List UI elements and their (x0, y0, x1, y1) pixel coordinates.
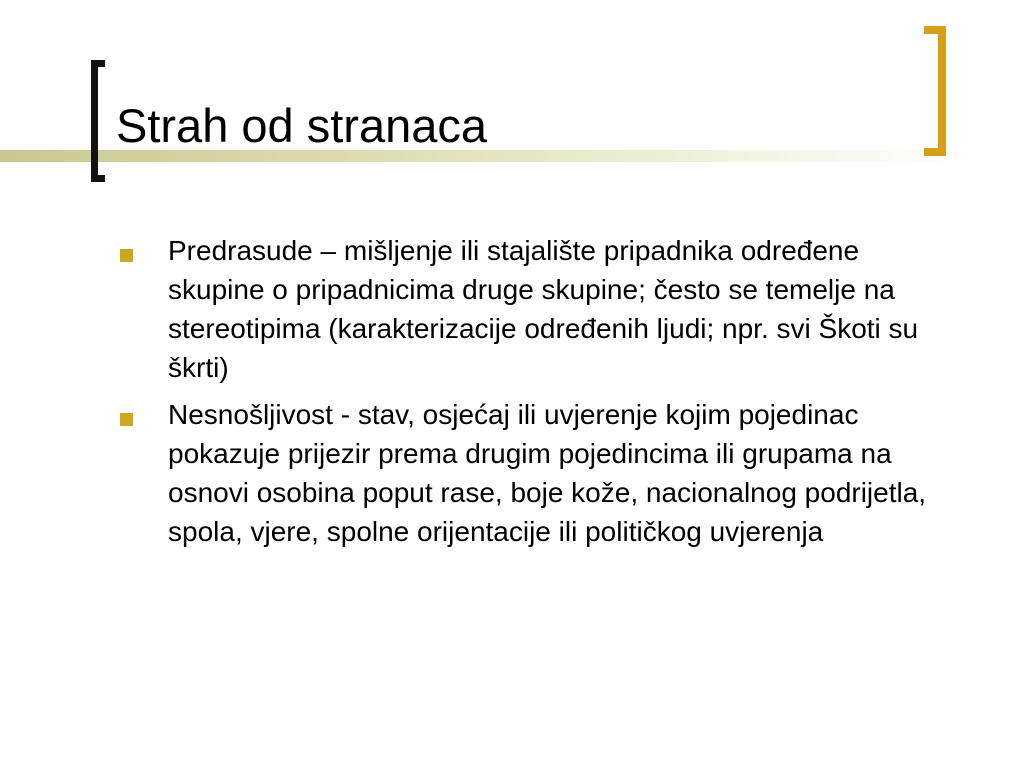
square-bullet-icon (120, 249, 133, 262)
left-bracket-decoration (91, 60, 105, 182)
right-bracket-decoration (924, 26, 946, 156)
bullet-list (118, 231, 948, 559)
bullet-item (118, 395, 948, 551)
bullet-text: Nesnošljivost - stav, osjećaj ili uvjerenje kojim pojedinac pokazuje prijezir prema drugim pojedincima ili grupama na osnovi osobina poput rase, boje kože, nacionalnog podrijetla, spola, vjere, spolne orijentacije ili političkog uvjerenja (168, 399, 927, 547)
bullet-item (118, 231, 948, 387)
square-bullet-icon (120, 413, 133, 426)
bullet-text: Predrasude – mišljenje ili stajalište pripadnika određene skupine o pripadnicima druge skupine; često se temelje na stereotipima (karakterizacije određenih ljudi; npr. svi Škoti su škrti) (168, 235, 919, 383)
slide-title: Strah od stranaca (116, 99, 487, 152)
